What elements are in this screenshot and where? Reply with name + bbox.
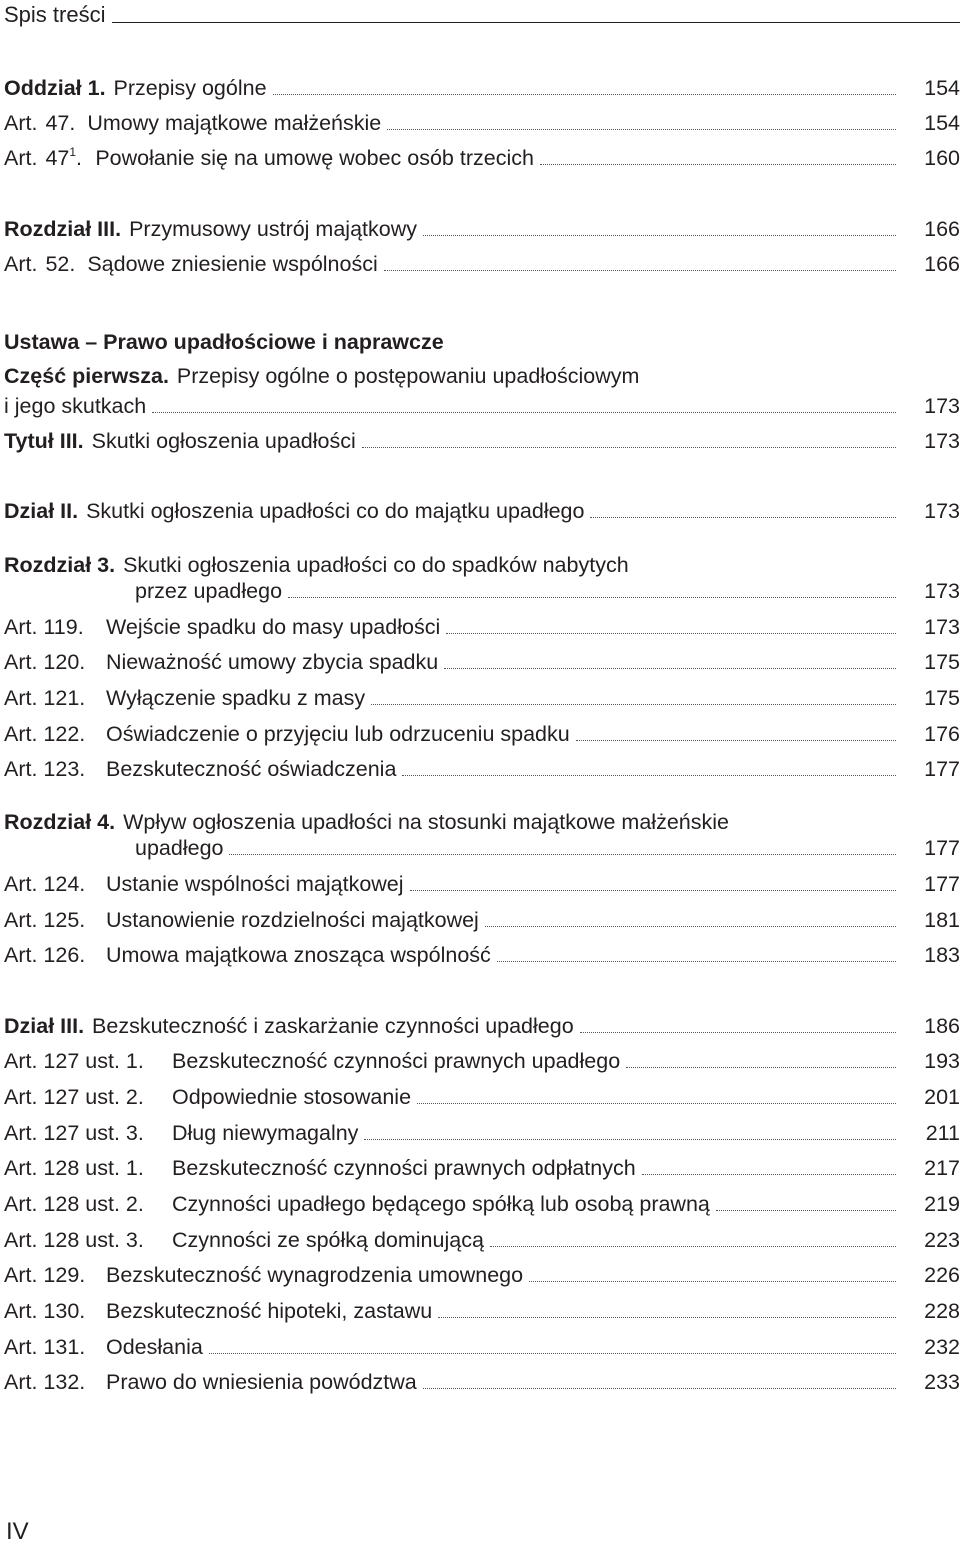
toc-entry-title: Sądowe zniesienie wspólności bbox=[87, 252, 378, 276]
dot-leader bbox=[417, 1102, 896, 1104]
toc-entry[interactable] bbox=[4, 1189, 960, 1219]
toc-entry-title: i jego skutkach bbox=[4, 394, 147, 418]
toc-entry-label: Art. 130. bbox=[4, 1299, 86, 1323]
toc-entry[interactable] bbox=[4, 1296, 960, 1326]
dot-leader bbox=[402, 774, 896, 776]
toc-entry-page: 226 bbox=[924, 1263, 960, 1287]
toc-entry-label: Art. 127 ust. 3. bbox=[4, 1121, 144, 1145]
dot-leader bbox=[273, 93, 896, 95]
toc-entry-label: Art. 124. bbox=[4, 872, 86, 896]
dot-leader bbox=[387, 128, 896, 130]
dot-leader bbox=[288, 596, 896, 598]
toc-entry-number: 52. bbox=[45, 252, 76, 276]
toc-entry-page: 175 bbox=[924, 650, 960, 674]
toc-heading-text: Ustawa – Prawo upadłościowe i naprawcze bbox=[4, 330, 444, 354]
toc-entry-page: 177 bbox=[924, 872, 960, 896]
toc-entry-page: 154 bbox=[924, 76, 960, 100]
toc-entry-title: Odpowiednie stosowanie bbox=[172, 1085, 412, 1109]
dot-leader bbox=[410, 889, 896, 891]
toc-entry-label: Art. 120. bbox=[4, 650, 86, 674]
toc-entry-title: Prawo do wniesienia powództwa bbox=[106, 1370, 417, 1394]
toc-entry-page: 173 bbox=[924, 394, 960, 418]
toc-entry-title: Przepisy ogólne o postępowaniu upadłościowym bbox=[176, 364, 640, 388]
toc-entry-label: Art. 127 ust. 2. bbox=[4, 1085, 144, 1109]
toc-entry[interactable] bbox=[4, 214, 960, 244]
toc-entry[interactable] bbox=[4, 869, 960, 899]
toc-entry-title: Skutki ogłoszenia upadłości bbox=[91, 429, 356, 453]
dot-leader bbox=[152, 411, 896, 413]
toc-entry-title: Bezskuteczność czynności prawnych upadłego bbox=[172, 1049, 621, 1073]
toc-entry-label: Część pierwsza. bbox=[4, 364, 169, 388]
dot-leader bbox=[497, 960, 896, 962]
toc-entry-label: Art. 129. bbox=[4, 1263, 86, 1287]
toc-entry-page: 233 bbox=[924, 1370, 960, 1394]
toc-entry-page: 166 bbox=[924, 252, 960, 276]
toc-entry-label: Rozdział 4. bbox=[4, 810, 116, 834]
toc-entry[interactable] bbox=[4, 73, 960, 103]
table-of-contents bbox=[4, 0, 960, 1470]
dot-leader bbox=[423, 1387, 896, 1389]
toc-entry-title: Umowy majątkowe małżeńskie bbox=[87, 111, 382, 135]
toc-entry-title: przez upadłego bbox=[135, 579, 283, 603]
dot-leader bbox=[384, 269, 896, 271]
toc-entry-title: Ustanie wspólności majątkowej bbox=[106, 872, 404, 896]
toc-entry-page: 181 bbox=[924, 908, 960, 932]
toc-entry-label: Rozdział 3. bbox=[4, 553, 116, 577]
dot-leader bbox=[209, 1352, 896, 1354]
toc-entry-page: 217 bbox=[924, 1156, 960, 1180]
toc-entry[interactable] bbox=[4, 361, 960, 391]
toc-entry-page: 177 bbox=[924, 836, 960, 860]
toc-entry-label: Rozdział III. bbox=[4, 217, 122, 241]
dot-leader bbox=[642, 1173, 896, 1175]
toc-entry-label: Art. 128 ust. 1. bbox=[4, 1156, 144, 1180]
toc-entry-page: 177 bbox=[924, 757, 960, 781]
toc-entry-label: Art. bbox=[4, 252, 38, 276]
toc-entry-title: Umowa majątkowa znosząca wspólność bbox=[106, 943, 491, 967]
toc-entry-page: 154 bbox=[924, 111, 960, 135]
dot-leader bbox=[444, 667, 896, 669]
toc-entry[interactable] bbox=[4, 833, 960, 863]
toc-entry[interactable] bbox=[4, 108, 960, 138]
toc-entry[interactable] bbox=[4, 1082, 960, 1112]
toc-entry[interactable] bbox=[4, 612, 960, 642]
toc-entry-title: Bezskuteczność i zaskarżanie czynności upadłego bbox=[92, 1014, 574, 1038]
toc-entry-page: 211 bbox=[925, 1121, 960, 1145]
toc-entry-page: 175 bbox=[924, 686, 960, 710]
toc-entry-title: Bezskuteczność oświadczenia bbox=[106, 757, 397, 781]
toc-entry-label: Tytuł III. bbox=[4, 429, 84, 453]
toc-entry[interactable] bbox=[4, 1367, 960, 1397]
toc-entry-title: Bezskuteczność czynności prawnych odpłatnych bbox=[172, 1156, 636, 1180]
toc-entry[interactable] bbox=[4, 905, 960, 935]
toc-entry[interactable] bbox=[4, 754, 960, 784]
toc-entry-label: Art. 123. bbox=[4, 757, 86, 781]
toc-entry-title: Ustanowienie rozdzielności majątkowej bbox=[106, 908, 479, 932]
toc-entry-title: Nieważność umowy zbycia spadku bbox=[106, 650, 439, 674]
toc-entry-page: 193 bbox=[924, 1049, 960, 1073]
toc-entry-title: Wpływ ogłoszenia upadłości na stosunki majątkowe małżeńskie bbox=[123, 810, 729, 834]
toc-entry-label: Dział III. bbox=[4, 1014, 85, 1038]
dot-leader bbox=[529, 1280, 896, 1282]
toc-entry-label: Art. 119. bbox=[4, 615, 84, 639]
toc-entry-title: Bezskuteczność wynagrodzenia umownego bbox=[106, 1263, 524, 1287]
toc-entry[interactable] bbox=[4, 249, 960, 279]
toc-entry-label: Art. 128 ust. 3. bbox=[4, 1228, 144, 1252]
page-number: IV bbox=[6, 1518, 29, 1545]
toc-entry-title: Skutki ogłoszenia upadłości co do spadków nabytych bbox=[123, 553, 629, 577]
toc-entry[interactable] bbox=[4, 647, 960, 677]
toc-entry-page: 173 bbox=[924, 615, 960, 639]
toc-entry-title: Skutki ogłoszenia upadłości co do majątku upadłego bbox=[86, 499, 585, 523]
toc-entry-title: Odesłania bbox=[106, 1335, 203, 1359]
toc-entry[interactable] bbox=[4, 719, 960, 749]
toc-entry[interactable] bbox=[4, 1332, 960, 1362]
toc-entry-title: Wyłączenie spadku z masy bbox=[106, 686, 366, 710]
dot-leader bbox=[446, 632, 896, 634]
dot-leader bbox=[580, 1031, 896, 1033]
toc-entry-title: Oświadczenie o przyjęciu lub odrzuceniu spadku bbox=[106, 722, 570, 746]
toc-entry-title: Przepisy ogólne bbox=[113, 76, 267, 100]
dot-leader bbox=[229, 853, 896, 855]
toc-entry-page: 176 bbox=[924, 722, 960, 746]
toc-entry[interactable] bbox=[4, 576, 960, 606]
toc-entry-title: Czynności upadłego będącego spółką lub osobą prawną bbox=[172, 1192, 710, 1216]
toc-entry-title: Dług niewymagalny bbox=[172, 1121, 359, 1145]
toc-entry-label: Art. 132. bbox=[4, 1370, 86, 1394]
toc-entry[interactable] bbox=[4, 940, 960, 970]
dot-leader bbox=[590, 516, 896, 518]
toc-entry-title: Wejście spadku do masy upadłości bbox=[106, 615, 441, 639]
toc-entry[interactable] bbox=[4, 1118, 960, 1148]
toc-entry-page: 183 bbox=[924, 943, 960, 967]
toc-entry[interactable] bbox=[4, 143, 960, 173]
dot-leader bbox=[438, 1316, 896, 1318]
toc-entry-number: 47. bbox=[45, 111, 76, 135]
dot-leader bbox=[716, 1209, 896, 1211]
toc-entry-label: Art. bbox=[4, 111, 38, 135]
toc-entry[interactable] bbox=[4, 1153, 960, 1183]
toc-entry[interactable] bbox=[4, 1046, 960, 1076]
toc-entry-label: Art. bbox=[4, 146, 38, 170]
toc-entry-page: 166 bbox=[924, 217, 960, 241]
toc-entry-label: Art. 128 ust. 2. bbox=[4, 1192, 144, 1216]
toc-entry[interactable] bbox=[4, 1011, 960, 1041]
toc-entry-title: Przymusowy ustrój majątkowy bbox=[129, 217, 417, 241]
toc-entry-page: 219 bbox=[924, 1192, 960, 1216]
running-header-title: Spis treści bbox=[4, 2, 106, 27]
toc-entry-label: Art. 131. bbox=[4, 1335, 86, 1359]
toc-entry-label: Art. 126. bbox=[4, 943, 86, 967]
toc-entry-label: Art. 127 ust. 1. bbox=[4, 1049, 144, 1073]
toc-entry-title: Czynności ze spółką dominującą bbox=[172, 1228, 484, 1252]
toc-entry[interactable] bbox=[4, 1225, 960, 1255]
toc-entry[interactable] bbox=[4, 683, 960, 713]
toc-entry-label: Oddział 1. bbox=[4, 76, 106, 100]
toc-entry-page: 173 bbox=[924, 579, 960, 603]
toc-entry-page: 232 bbox=[924, 1335, 960, 1359]
dot-leader bbox=[576, 739, 896, 741]
dot-leader bbox=[371, 703, 896, 705]
toc-entry-title: upadłego bbox=[135, 836, 224, 860]
toc-entry-page: 228 bbox=[924, 1299, 960, 1323]
toc-entry[interactable] bbox=[4, 426, 960, 456]
dot-leader bbox=[490, 1245, 896, 1247]
toc-entry-page: 201 bbox=[924, 1085, 960, 1109]
toc-entry-label: Dział II. bbox=[4, 499, 79, 523]
dot-leader bbox=[423, 234, 896, 236]
toc-entry[interactable] bbox=[4, 1260, 960, 1290]
toc-entry-page: 160 bbox=[924, 146, 960, 170]
toc-entry-title: Powołanie się na umowę wobec osób trzecich bbox=[95, 146, 534, 170]
toc-heading[interactable] bbox=[4, 327, 960, 357]
toc-entry[interactable] bbox=[4, 391, 960, 421]
dot-leader bbox=[626, 1066, 896, 1068]
toc-entry-title: Bezskuteczność hipoteki, zastawu bbox=[106, 1299, 433, 1323]
toc-entry[interactable] bbox=[4, 496, 960, 526]
toc-entry-number: $47^1$. bbox=[45, 145, 83, 170]
dot-leader bbox=[540, 163, 896, 165]
dot-leader bbox=[362, 446, 896, 448]
dot-leader bbox=[364, 1138, 896, 1140]
dot-leader bbox=[485, 925, 896, 927]
toc-entry-label: Art. 121. bbox=[4, 686, 86, 710]
toc-entry-label: Art. 125. bbox=[4, 908, 86, 932]
toc-entry-page: 223 bbox=[924, 1228, 960, 1252]
toc-entry-page: 186 bbox=[924, 1014, 960, 1038]
toc-entry-label: Art. 122. bbox=[4, 722, 86, 746]
toc-entry-page: 173 bbox=[924, 429, 960, 453]
toc-entry-page: 173 bbox=[924, 499, 960, 523]
